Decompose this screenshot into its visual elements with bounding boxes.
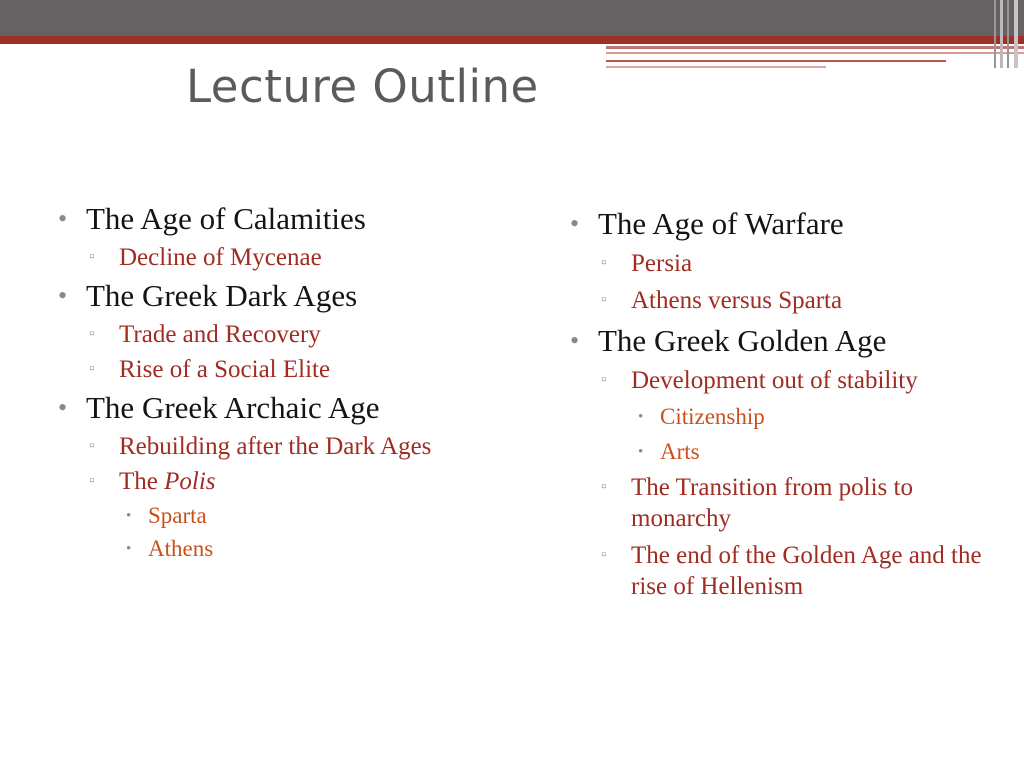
sub-bullet-persia: ▫ Persia (570, 248, 1010, 279)
decorative-vertical-line (1014, 0, 1018, 68)
sub-sub-bullet-sparta: • Sparta (58, 501, 458, 531)
sub-sub-bullet-arts: • Arts (570, 437, 1010, 467)
bullet-age-of-calamities: • The Age of Calamities (58, 200, 458, 238)
polis-prefix: The (119, 468, 158, 495)
decorative-stripe (606, 66, 826, 68)
polis-word: Polis (164, 468, 216, 495)
decorative-vertical-line (994, 0, 996, 68)
bullet-greek-dark-ages: • The Greek Dark Ages (58, 277, 458, 315)
sub-bullet-trade-and-recovery: ▫ Trade and Recovery (58, 319, 458, 350)
left-column (58, 200, 458, 567)
sub-bullet-transition: ▫ The Transition from polis to monarchy (570, 472, 1010, 534)
slide-title: Lecture Outline (186, 60, 539, 113)
sub-bullet-athens-vs-sparta: ▫ Athens versus Sparta (570, 285, 1010, 316)
bullet-greek-golden-age: • The Greek Golden Age (570, 322, 1010, 360)
decorative-stripe (606, 46, 1024, 49)
decorative-stripe (606, 60, 946, 62)
sub-sub-bullet-athens: • Athens (58, 534, 458, 564)
header-bar (0, 0, 1024, 36)
sub-sub-bullet-citizenship: • Citizenship (570, 402, 1010, 432)
sub-bullet-end-golden-age: ▫ The end of the Golden Age and the rise of Hellenism (570, 540, 1010, 602)
sub-bullet-rise-of-social-elite: ▫ Rise of a Social Elite (58, 354, 458, 385)
sub-bullet-development: ▫ Development out of stability (570, 365, 1010, 396)
decorative-stripe (606, 52, 1024, 54)
decorative-vertical-line (1000, 0, 1003, 68)
sub-bullet-decline-of-mycenae: ▫ Decline of Mycenae (58, 242, 458, 273)
sub-bullet-rebuilding: ▫ Rebuilding after the Dark Ages (58, 431, 458, 462)
sub-bullet-the-polis (58, 466, 458, 497)
header-accent-bar (0, 36, 1024, 44)
bullet-age-of-warfare: • The Age of Warfare (570, 205, 1010, 243)
bullet-greek-archaic-age: • The Greek Archaic Age (58, 389, 458, 427)
right-column (570, 205, 1010, 608)
decorative-vertical-line (1007, 0, 1009, 68)
